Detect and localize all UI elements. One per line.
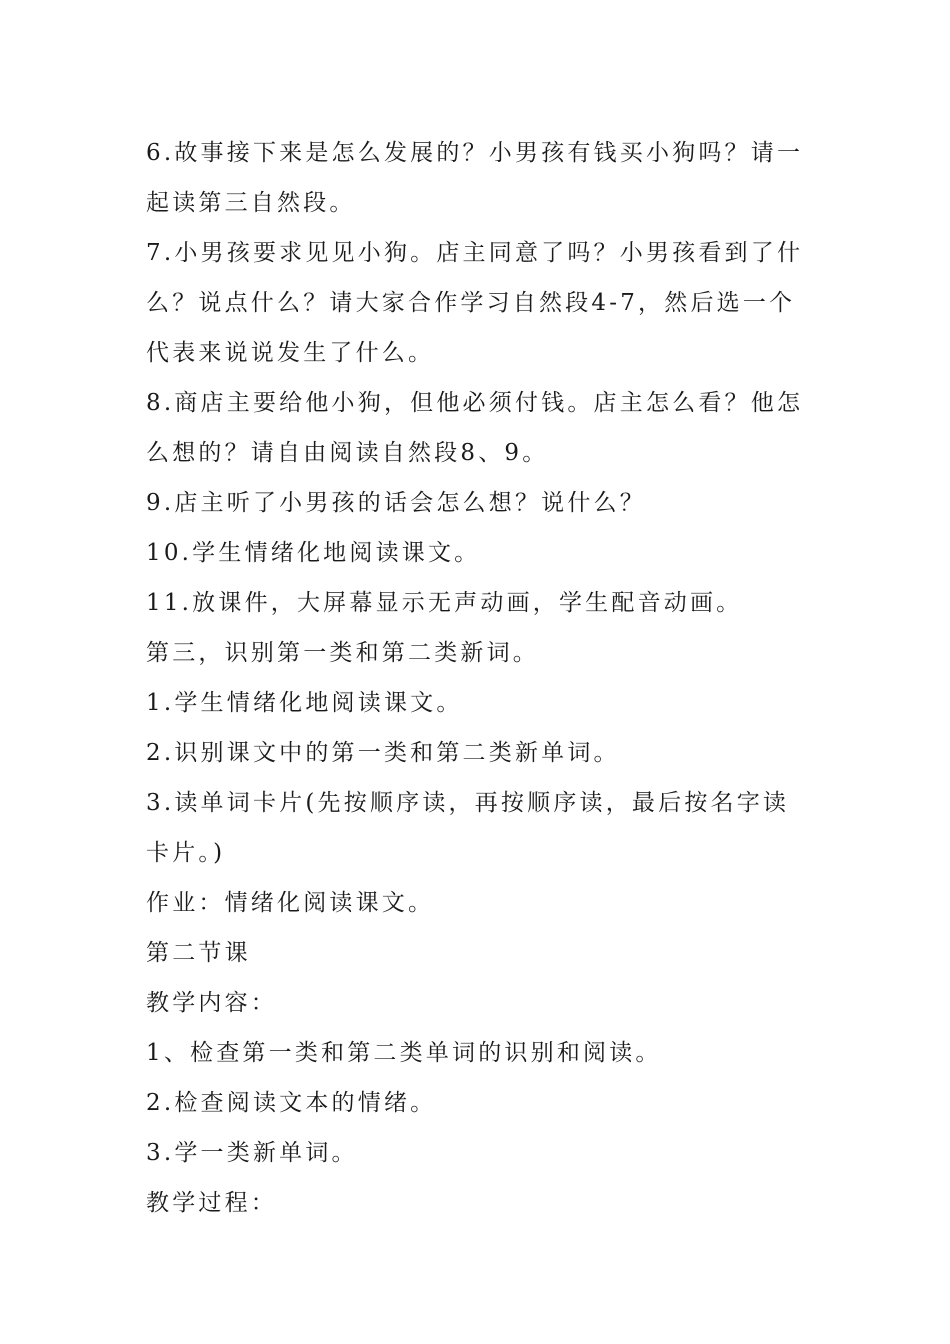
- teaching-content-heading: 教学内容：: [146, 990, 277, 1016]
- paragraph-third-1: 1.学生情绪化地阅读课文。: [146, 690, 463, 716]
- section-heading-third: 第三，识别第一类和第二类新词。: [146, 640, 539, 666]
- paragraph-third-2: 2.识别课文中的第一类和第二类新单词。: [146, 740, 620, 766]
- paragraph-step-6: 6.故事接下来是怎么发展的？小男孩有钱买小狗吗？请一起读第三自然段。: [146, 140, 804, 216]
- paragraph-third-3: 3.读单词卡片(先按顺序读，再按顺序读，最后按名字读卡片。): [146, 790, 790, 866]
- content-item-3: 3.学一类新单词。: [146, 1140, 358, 1166]
- content-item-2: 2.检查阅读文本的情绪。: [146, 1090, 437, 1116]
- paragraph-step-8: 8.商店主要给他小狗，但他必须付钱。店主怎么看？他怎么想的？请自由阅读自然段8、9。: [146, 390, 804, 466]
- paragraph-step-7: 7.小男孩要求见见小狗。店主同意了吗？小男孩看到了什么？说点什么？请大家合作学习自然段4-7，然后选一个代表来说说发生了什么。: [146, 240, 804, 366]
- paragraph-step-11: 11.放课件，大屏幕显示无声动画，学生配音动画。: [146, 590, 743, 616]
- paragraph-step-10: 10.学生情绪化地阅读课文。: [146, 540, 481, 566]
- document-body: [146, 128, 810, 1228]
- paragraph-step-9: 9.店主听了小男孩的话会怎么想？说什么？: [146, 490, 646, 516]
- homework-line: 作业：情绪化阅读课文。: [146, 890, 435, 916]
- content-item-1: 1、检查第一类和第二类单词的识别和阅读。: [146, 1040, 662, 1066]
- lesson-heading: 第二节课: [146, 940, 251, 966]
- teaching-process-heading: 教学过程：: [146, 1190, 277, 1216]
